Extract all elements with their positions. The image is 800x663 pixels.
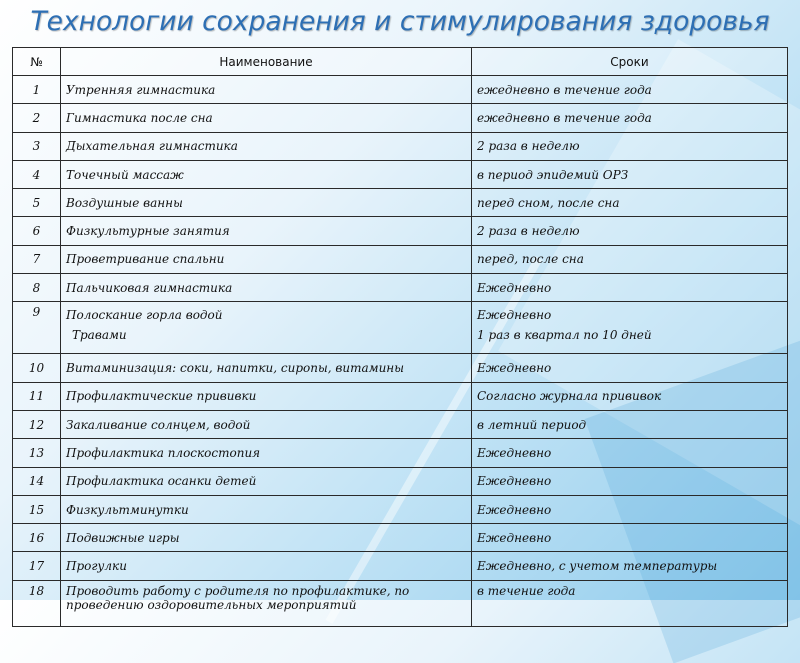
table-row <box>13 410 788 438</box>
row-number: 6 <box>13 217 61 245</box>
table-row <box>13 552 788 580</box>
row-number: 18 <box>13 580 61 626</box>
table-row <box>13 580 788 626</box>
row-number: 7 <box>13 245 61 273</box>
row-name: Физкультурные занятия <box>61 217 472 245</box>
table-row <box>13 76 788 104</box>
row-number: 17 <box>13 552 61 580</box>
row-term: 2 раза в неделю <box>472 132 788 160</box>
row-term: в период эпидемий ОРЗ <box>472 160 788 188</box>
row-number: 12 <box>13 410 61 438</box>
row-term: перед, после сна <box>472 245 788 273</box>
row-name: Воздушные ванны <box>61 189 472 217</box>
row-term: Ежедневно <box>472 467 788 495</box>
row-number: 16 <box>13 524 61 552</box>
row-name-line: Травами <box>72 328 127 343</box>
row-term: ежедневно в течение года <box>472 104 788 132</box>
table-header-row <box>13 48 788 76</box>
row-number: 14 <box>13 467 61 495</box>
row-name: Профилактические прививки <box>61 382 472 410</box>
row-number: 13 <box>13 439 61 467</box>
row-name: Витаминизация: соки, напитки, сиропы, витамины <box>61 354 472 382</box>
row-number: 9 <box>13 302 61 354</box>
table-row <box>13 495 788 523</box>
row-term: Ежедневно <box>472 524 788 552</box>
table-row <box>13 160 788 188</box>
table-row <box>13 439 788 467</box>
table-row <box>13 132 788 160</box>
slide-title: Технологии сохранения и стимулирования здоровья <box>30 6 770 37</box>
row-term: перед сном, после сна <box>472 189 788 217</box>
row-term: 2 раза в неделю <box>472 217 788 245</box>
row-name: Проветривание спальни <box>61 245 472 273</box>
table-row <box>13 382 788 410</box>
row-name: Физкультминутки <box>61 495 472 523</box>
table-row <box>13 245 788 273</box>
row-name: Закаливание солнцем, водой <box>61 410 472 438</box>
header-term: Сроки <box>472 48 788 76</box>
row-term: Ежедневно <box>472 495 788 523</box>
row-term: Ежедневно <box>472 439 788 467</box>
row-term: в летний период <box>472 410 788 438</box>
table-row <box>13 274 788 302</box>
row-number: 11 <box>13 382 61 410</box>
table-row <box>13 524 788 552</box>
row-name: Прогулки <box>61 552 472 580</box>
row-term: Согласно журнала прививок <box>472 382 788 410</box>
row-name: Гимнастика после сна <box>61 104 472 132</box>
row-name: Утренняя гимнастика <box>61 76 472 104</box>
row-number: 15 <box>13 495 61 523</box>
row-name: Профилактика осанки детей <box>61 467 472 495</box>
header-number: № <box>13 48 61 76</box>
row-number: 10 <box>13 354 61 382</box>
table-row <box>13 354 788 382</box>
row-term: Ежедневно <box>472 354 788 382</box>
table-row <box>13 217 788 245</box>
row-number: 8 <box>13 274 61 302</box>
row-name: Точечный массаж <box>61 160 472 188</box>
row-number: 2 <box>13 104 61 132</box>
row-name <box>61 302 472 354</box>
table-row <box>13 302 788 354</box>
row-name-line: Полоскание горла водой <box>66 308 223 323</box>
row-name: Проводить работу с родителя по профилактике, по проведению оздоровительных мероприятий <box>61 580 472 626</box>
row-name: Подвижные игры <box>61 524 472 552</box>
row-number: 5 <box>13 189 61 217</box>
row-term: ежедневно в течение года <box>472 76 788 104</box>
row-name: Дыхательная гимнастика <box>61 132 472 160</box>
table-row <box>13 189 788 217</box>
row-name: Профилактика плоскостопия <box>61 439 472 467</box>
header-name: Наименование <box>61 48 472 76</box>
health-technologies-table <box>12 47 788 627</box>
table-row <box>13 467 788 495</box>
row-term: Ежедневно, с учетом температуры <box>472 552 788 580</box>
table-row <box>13 104 788 132</box>
row-term: Ежедневно <box>472 274 788 302</box>
row-term-line: Ежедневно <box>477 308 552 323</box>
row-number: 4 <box>13 160 61 188</box>
row-term: в течение года <box>472 580 788 626</box>
row-name: Пальчиковая гимнастика <box>61 274 472 302</box>
row-number: 1 <box>13 76 61 104</box>
row-term-line: 1 раз в квартал по 10 дней <box>477 328 652 343</box>
row-term <box>472 302 788 354</box>
row-number: 3 <box>13 132 61 160</box>
